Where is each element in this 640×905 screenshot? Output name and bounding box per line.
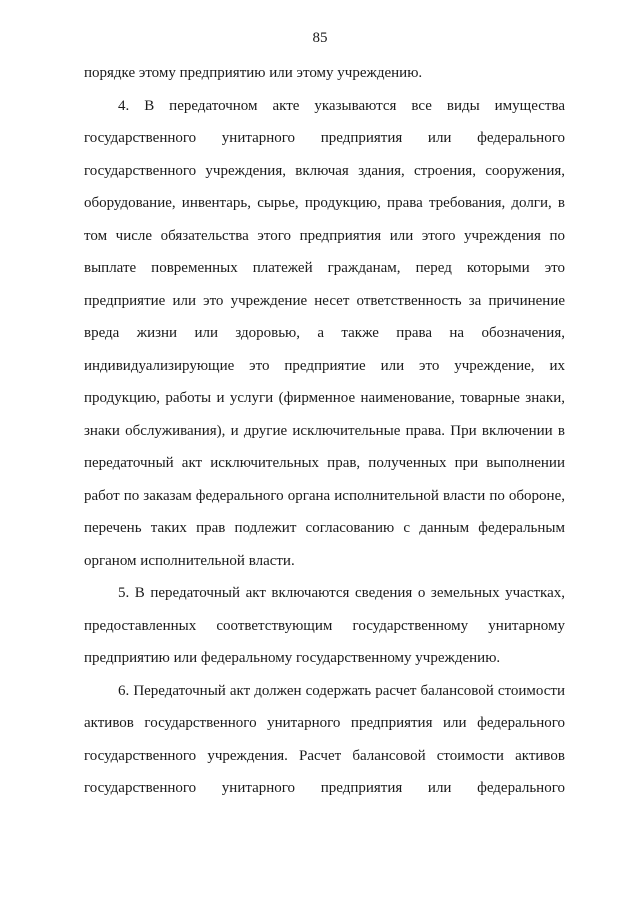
page-number: 85 — [312, 30, 328, 46]
text-line: выплате повременных платежей гражданам, перед которыми это — [84, 260, 565, 276]
text-line: государственного унитарного предприятия или федерального — [84, 780, 565, 796]
text-line: продукцию, работы и услуги (фирменное наименование, товарные знаки, — [84, 390, 565, 406]
text-line: передаточный акт исключительных прав, полученных при выполнении — [84, 455, 565, 471]
text-line: оборудование, инвентарь, сырье, продукцию, права требования, долги, в — [84, 195, 565, 211]
text-line: предприятию или федеральному государственному учреждению. — [84, 650, 501, 666]
paragraph-5 — [84, 577, 565, 675]
paragraph-continuation — [84, 57, 565, 90]
paragraph-6 — [84, 675, 565, 805]
text-line: 6. Передаточный акт должен содержать расчет балансовой стоимости — [118, 682, 565, 699]
text-line: индивидуализирующие это предприятие или это учреждение, их — [84, 357, 565, 374]
text-line: активов государственного унитарного предприятия или федерального — [84, 715, 565, 731]
document-body — [84, 57, 565, 805]
text-line: знаки обслуживания), и другие исключительные права. При включении в — [84, 422, 565, 439]
text-line: том числе обязательства этого предприятия или этого учреждения по — [84, 227, 565, 244]
text-line: органом исполнительной власти. — [84, 552, 295, 569]
paragraph-4 — [84, 90, 565, 578]
text-line: работ по заказам федерального органа исполнительной власти по обороне, — [84, 487, 565, 504]
text-line: вреда жизни или здоровью, а также права на обозначения, — [84, 325, 565, 341]
text-line: предприятие или это учреждение несет ответственность за причинение — [84, 292, 565, 309]
text-line: государственного учреждения. Расчет балансовой стоимости активов — [84, 747, 565, 764]
text-line: 4. В передаточном акте указываются все виды имущества — [118, 97, 565, 114]
text-line: государственного учреждения, включая здания, строения, сооружения, — [84, 162, 565, 179]
text-line: предоставленных соответствующим государственному унитарному — [84, 617, 565, 634]
text-line: перечень таких прав подлежит согласованию с данным федеральным — [84, 520, 565, 536]
text-line: порядке этому предприятию или этому учреждению. — [84, 65, 423, 81]
text-line: 5. В передаточный акт включаются сведения о земельных участках, — [118, 585, 565, 601]
text-line: государственного унитарного предприятия или федерального — [84, 130, 565, 146]
